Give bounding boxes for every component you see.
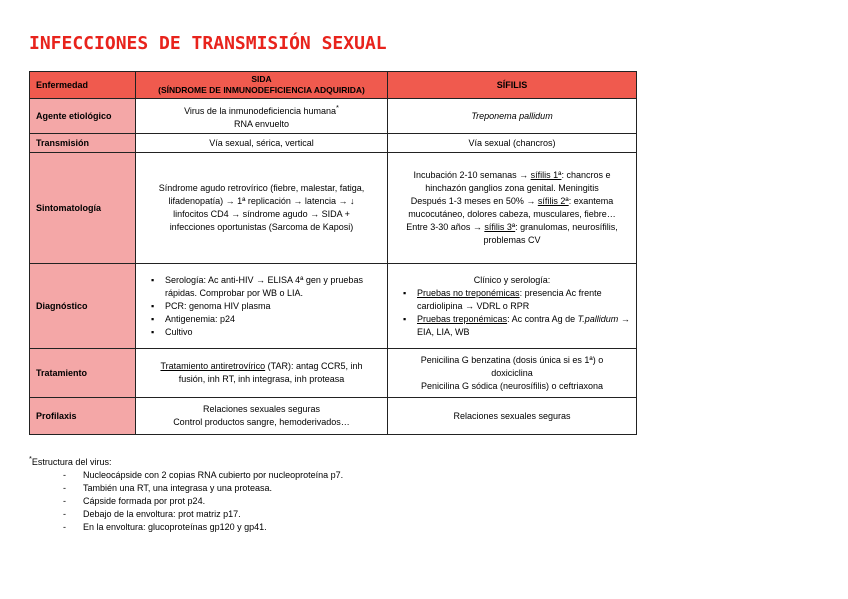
cell-text: → EIA, LIA, WB	[417, 313, 630, 337]
std-comparison-table	[29, 71, 637, 435]
list-item: ▪ PCR: genoma HIV plasma	[165, 300, 382, 313]
footnote	[29, 452, 343, 534]
cell-text: Entre 3-30 años →	[406, 222, 485, 232]
row-diagnostico	[30, 264, 637, 349]
footnote-marker: *	[336, 103, 339, 112]
stage-label: sífilis 1ª	[530, 170, 562, 180]
list-item: - Debajo de la envoltura: prot matriz p17.	[83, 508, 343, 521]
cell-text: lifadenopatía) → 1ª replicación → latencia → ↓	[168, 196, 355, 206]
row-label: Transmisión	[30, 134, 136, 153]
stage-label: sífilis 2ª	[537, 196, 569, 206]
cell-sifilis: Treponema pallidum	[388, 99, 637, 134]
cell-text: Clínico y serología:	[473, 274, 551, 285]
list-item: - En la envoltura: glucoproteínas gp120 y gp41.	[83, 521, 343, 534]
row-tratamiento	[30, 349, 637, 398]
treatment-label: Tratamiento antiretrovírico	[160, 361, 266, 371]
test-label: Pruebas treponémicas	[417, 313, 508, 324]
cell-text: Penicilina G benzatina (dosis única si es 1ª) o	[420, 354, 604, 365]
cell-text: Después 1-3 meses en 50% →	[410, 196, 538, 206]
cell-sida	[136, 99, 388, 134]
row-label: Sintomatología	[30, 153, 136, 264]
page-title: INFECCIONES DE TRANSMISIÓN SEXUAL	[29, 33, 387, 54]
cell-text: doxiciclina	[491, 367, 533, 378]
header-sida	[136, 72, 388, 99]
cell-text: Relaciones sexuales seguras	[202, 404, 321, 414]
header-sifilis: SÍFILIS	[388, 72, 637, 99]
cell-text: mucocutáneo, dolores cabeza, musculares, fiebre…	[408, 209, 616, 219]
list-item	[417, 287, 631, 313]
header-row	[30, 72, 637, 99]
cell-text: : Ac contra Ag de	[507, 313, 578, 324]
row-label: Diagnóstico	[30, 264, 136, 349]
row-label: Tratamiento	[30, 349, 136, 398]
list-item: ▪ Antigenemia: p24	[165, 313, 382, 326]
cell-text: : presencia Ac frente cardiolipina → VDRL o RPR	[417, 287, 602, 311]
list-item: - Cápside formada por prot p24.	[83, 495, 343, 508]
cell-sida	[136, 153, 388, 264]
cell-sifilis: Relaciones sexuales seguras	[388, 398, 637, 435]
cell-text: : granulomas, neurosífilis,	[515, 222, 618, 232]
footnote-marker: *	[29, 454, 32, 463]
cell-text: Penicilina G sódica (neurosífilis) o ceftriaxona	[420, 380, 604, 391]
header-enfermedad: Enfermedad	[30, 72, 136, 99]
cell-text: Control productos sangre, hemoderivados…	[173, 417, 350, 427]
cell-text: fusión, inh RT, inh integrasa, inh proteasa	[178, 374, 345, 384]
stage-label: sífilis 3ª	[484, 222, 516, 232]
cell-text: hinchazón ganglios zona genital. Meningitis	[425, 183, 599, 193]
cell-sifilis	[388, 349, 637, 398]
cell-sida	[136, 264, 388, 349]
footnote-heading: Estructura del virus:	[31, 457, 112, 467]
row-label: Profilaxis	[30, 398, 136, 435]
cell-text: Virus de la inmunodeficiencia humana	[184, 106, 336, 116]
list-item	[417, 313, 631, 339]
cell-text: RNA envuelto	[233, 119, 290, 129]
cell-sida	[136, 349, 388, 398]
header-sida-name: SIDA	[251, 74, 272, 84]
bullet-list	[141, 274, 382, 339]
row-transmision	[30, 134, 637, 153]
header-sida-fullname: (SÍNDROME DE INMUNODEFICIENCIA ADQUIRIDA)	[158, 85, 365, 95]
cell-text: : chancros e	[561, 170, 611, 180]
list-item: - También una RT, una integrasa y una proteasa.	[83, 482, 343, 495]
cell-text: infecciones oportunistas (Sarcoma de Kaposi)	[169, 222, 354, 232]
cell-sifilis	[388, 264, 637, 349]
cell-text: : exantema	[568, 196, 614, 206]
cell-text: Incubación 2-10 semanas →	[413, 170, 531, 180]
list-item: ▪ Cultivo	[165, 326, 382, 339]
cell-text: Síndrome agudo retrovírico (fiebre, malestar, fatiga,	[158, 183, 365, 193]
cell-sida: Vía sexual, sérica, vertical	[136, 134, 388, 153]
test-label: Pruebas no treponémicas	[417, 287, 520, 298]
row-agente	[30, 99, 637, 134]
row-sintomatologia	[30, 153, 637, 264]
row-label: Agente etiológico	[30, 99, 136, 134]
cell-text: (TAR): antag CCR5, inh	[265, 361, 363, 371]
organism-name: T.pallidum	[577, 313, 619, 324]
footnote-list	[29, 469, 343, 534]
row-profilaxis	[30, 398, 637, 435]
cell-text: linfocitos CD4 → síndrome agudo → SIDA +	[173, 209, 350, 219]
cell-sifilis: Vía sexual (chancros)	[388, 134, 637, 153]
list-item: - Nucleocápside con 2 copias RNA cubierto por nucleoproteína p7.	[83, 469, 343, 482]
list-item: ▪ Serología: Ac anti-HIV → ELISA 4ª gen y pruebas rápidas. Comprobar por WB o LIA.	[165, 274, 382, 300]
bullet-list	[393, 287, 631, 339]
cell-sida	[136, 398, 388, 435]
cell-sifilis	[388, 153, 637, 264]
cell-text: problemas CV	[483, 235, 541, 245]
